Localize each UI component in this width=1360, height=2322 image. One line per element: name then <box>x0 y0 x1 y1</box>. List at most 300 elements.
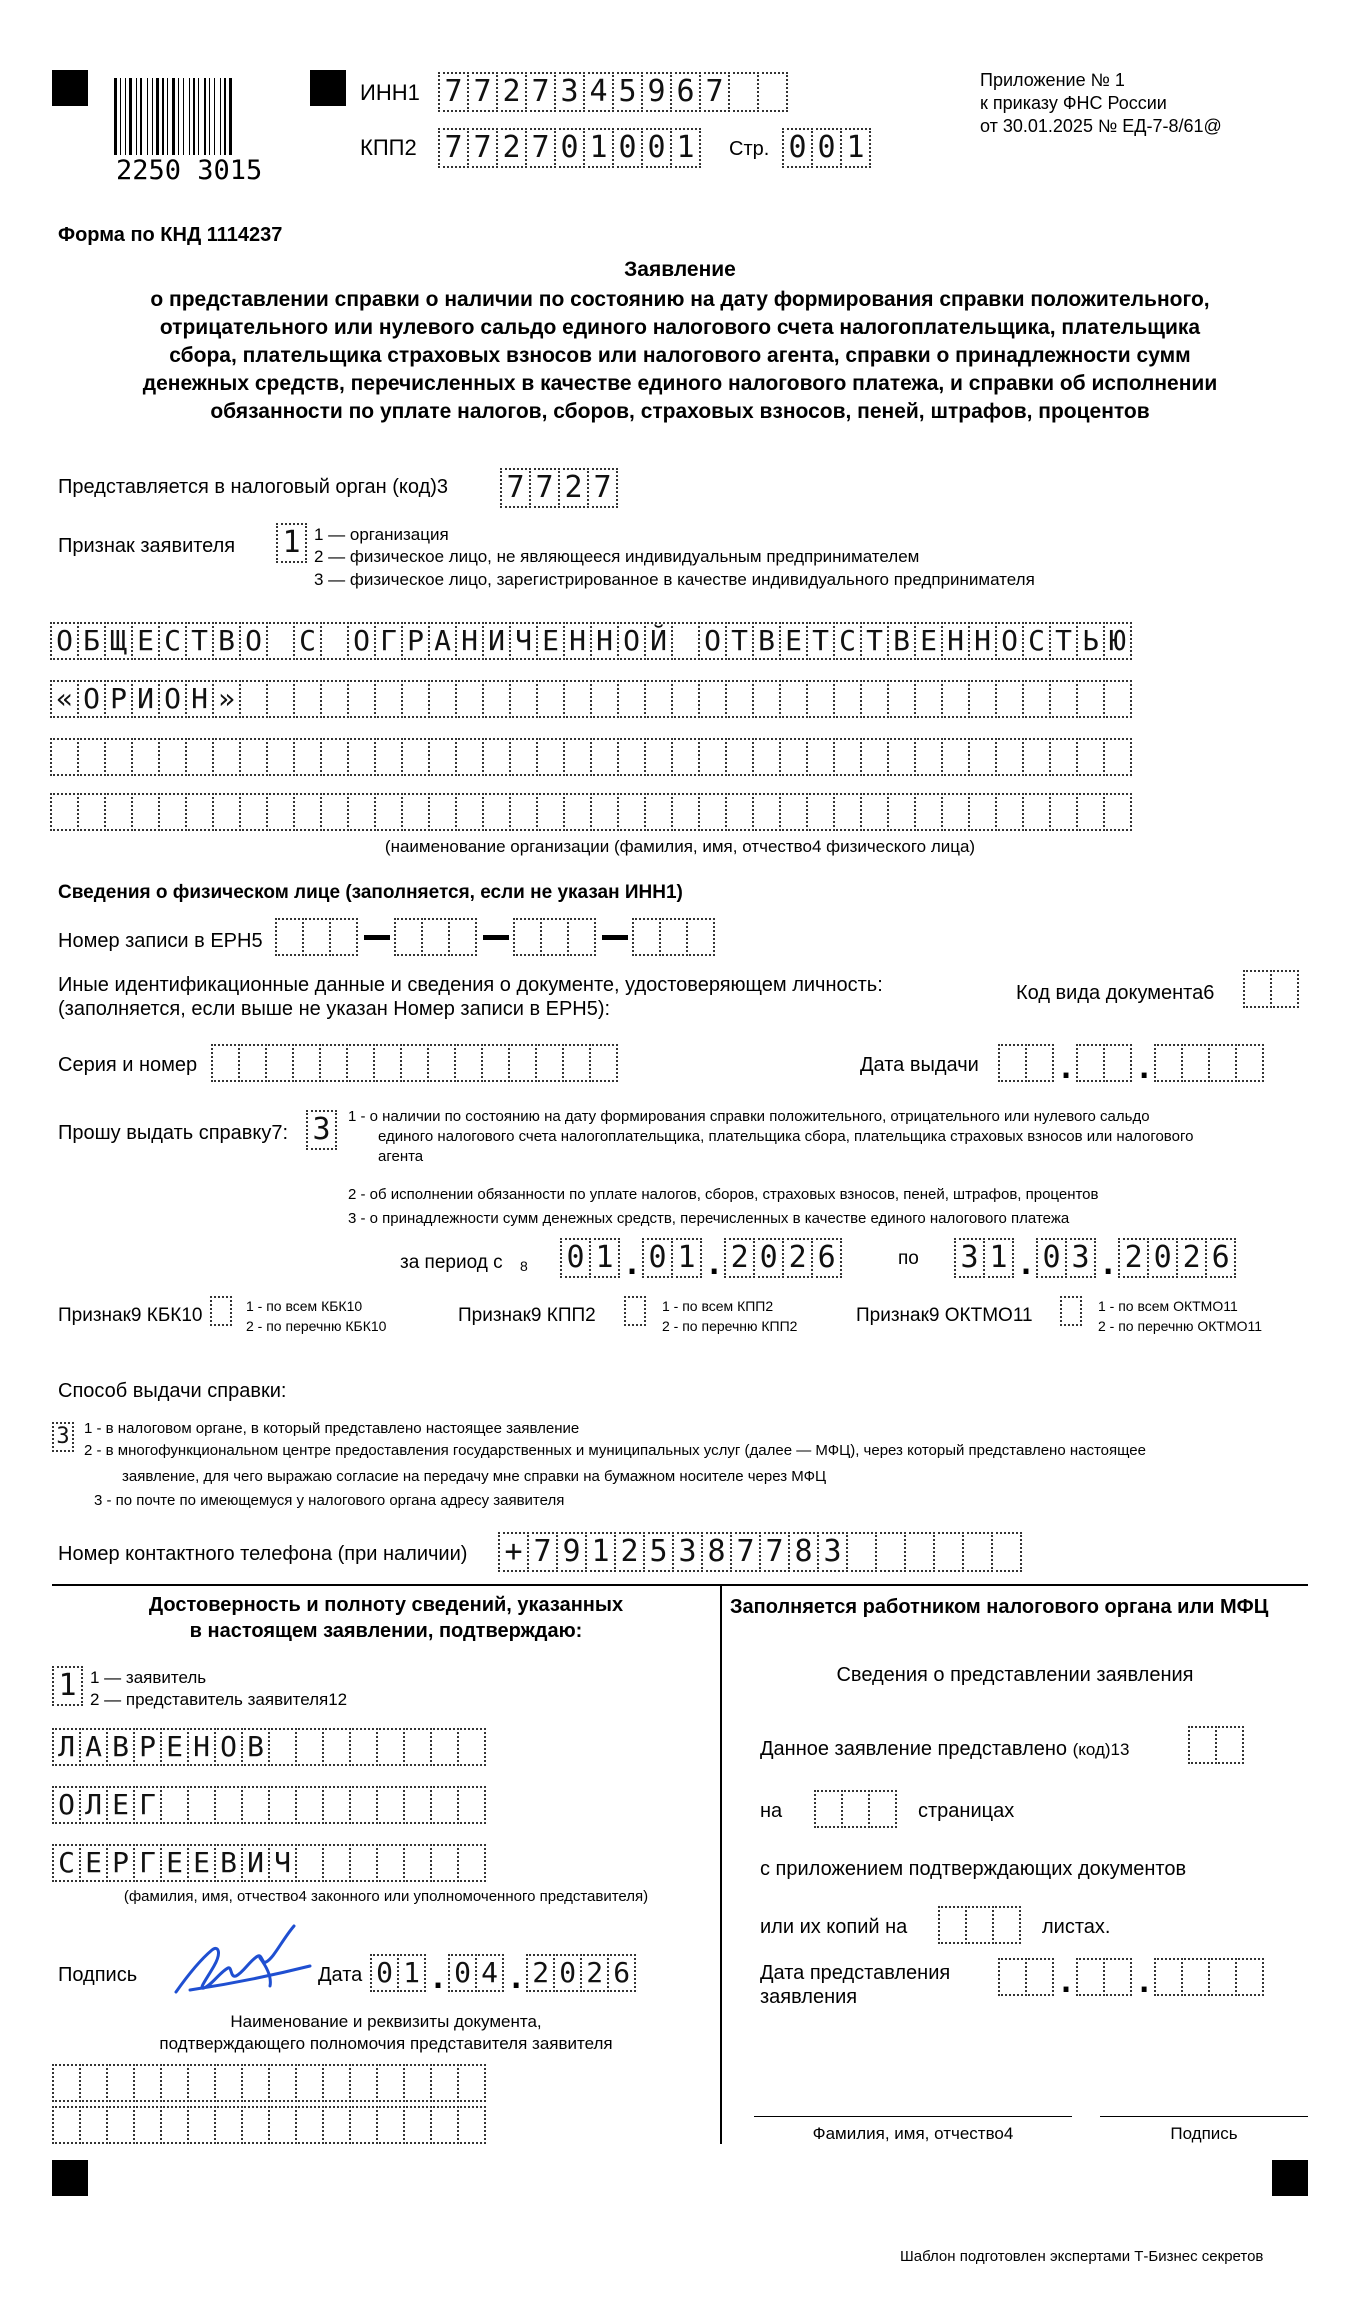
char-cell[interactable] <box>266 793 295 831</box>
char-cell[interactable]: 0 <box>554 128 585 168</box>
char-cell[interactable] <box>185 793 214 831</box>
char-cell[interactable] <box>104 793 133 831</box>
char-cell[interactable] <box>403 1786 432 1824</box>
char-cell[interactable] <box>320 738 349 776</box>
char-cell[interactable] <box>455 793 484 831</box>
inn-field[interactable] <box>440 72 788 112</box>
char-cell[interactable] <box>991 1532 1022 1572</box>
char-cell[interactable]: 0 <box>1147 1238 1178 1278</box>
ern-field[interactable] <box>277 918 715 956</box>
char-cell[interactable]: Б <box>77 622 106 660</box>
char-cell[interactable] <box>1208 1958 1237 1996</box>
char-cell[interactable] <box>104 738 133 776</box>
char-cell[interactable]: 7 <box>527 1532 558 1572</box>
char-cell[interactable] <box>241 2064 270 2102</box>
char-cell[interactable]: 1 <box>52 1666 83 1706</box>
char-cell[interactable] <box>401 793 430 831</box>
char-cell[interactable] <box>403 1728 432 1766</box>
char-cell[interactable] <box>1022 738 1051 776</box>
char-cell[interactable]: С <box>293 622 322 660</box>
char-cell[interactable] <box>376 1786 405 1824</box>
char-cell[interactable] <box>322 2106 351 2144</box>
char-cell[interactable] <box>671 793 700 831</box>
char-cell[interactable] <box>50 793 79 831</box>
char-cell[interactable]: О <box>995 622 1024 660</box>
char-cell[interactable]: Р <box>106 1844 135 1882</box>
char-cell[interactable] <box>938 1906 967 1944</box>
char-cell[interactable] <box>1103 793 1132 831</box>
char-cell[interactable]: Н <box>941 622 970 660</box>
char-cell[interactable] <box>833 680 862 718</box>
sign-date-field[interactable]: 0 1 . 0 4 . 2 0 2 6 <box>372 1954 636 1992</box>
char-cell[interactable]: Т <box>185 622 214 660</box>
char-cell[interactable] <box>401 738 430 776</box>
char-cell[interactable]: 6 <box>607 1954 636 1992</box>
char-cell[interactable] <box>508 1044 537 1082</box>
char-cell[interactable] <box>295 1786 324 1824</box>
char-cell[interactable] <box>349 1844 378 1882</box>
char-cell[interactable]: 7 <box>587 468 618 508</box>
char-cell[interactable] <box>133 2064 162 2102</box>
char-cell[interactable] <box>133 2106 162 2144</box>
char-cell[interactable] <box>590 738 619 776</box>
char-cell[interactable] <box>268 2106 297 2144</box>
request-type-field[interactable] <box>308 1110 337 1150</box>
char-cell[interactable] <box>887 793 916 831</box>
char-cell[interactable] <box>77 738 106 776</box>
char-cell[interactable]: В <box>887 622 916 660</box>
char-cell[interactable] <box>295 1844 324 1882</box>
char-cell[interactable] <box>212 738 241 776</box>
doc-type-field[interactable] <box>1245 970 1299 1008</box>
office-year[interactable] <box>1156 1958 1264 1996</box>
char-cell[interactable] <box>187 2064 216 2102</box>
char-cell[interactable] <box>968 793 997 831</box>
first-name-field[interactable] <box>54 1786 486 1824</box>
char-cell[interactable]: Е <box>779 622 808 660</box>
char-cell[interactable] <box>644 738 673 776</box>
char-cell[interactable] <box>698 738 727 776</box>
char-cell[interactable]: » <box>212 680 241 718</box>
char-cell[interactable] <box>295 1728 324 1766</box>
char-cell[interactable] <box>904 1532 935 1572</box>
char-cell[interactable] <box>455 680 484 718</box>
char-cell[interactable] <box>1215 1726 1244 1764</box>
char-cell[interactable] <box>1181 1958 1210 1996</box>
char-cell[interactable] <box>1243 970 1272 1008</box>
char-cell[interactable] <box>185 738 214 776</box>
char-cell[interactable] <box>214 2064 243 2102</box>
char-cell[interactable]: Ю <box>1103 622 1132 660</box>
phone-field[interactable] <box>500 1532 1022 1572</box>
char-cell[interactable] <box>214 2106 243 2144</box>
char-cell[interactable]: А <box>428 622 457 660</box>
period-to-field[interactable]: 3 1 . 0 3 . 2 0 2 6 <box>956 1238 1236 1278</box>
char-cell[interactable] <box>457 1844 486 1882</box>
char-cell[interactable]: 7 <box>730 1532 761 1572</box>
char-cell[interactable] <box>806 680 835 718</box>
char-cell[interactable]: 7 <box>529 468 560 508</box>
char-cell[interactable] <box>52 2064 81 2102</box>
char-cell[interactable] <box>214 1786 243 1824</box>
char-cell[interactable]: Е <box>160 1728 189 1766</box>
char-cell[interactable] <box>860 793 889 831</box>
char-cell[interactable] <box>535 1044 564 1082</box>
char-cell[interactable]: Е <box>914 622 943 660</box>
char-cell[interactable] <box>241 2106 270 2144</box>
issue-day[interactable] <box>1000 1044 1054 1082</box>
char-cell[interactable] <box>268 2064 297 2102</box>
char-cell[interactable] <box>998 1044 1027 1082</box>
char-cell[interactable]: 0 <box>642 1238 673 1278</box>
char-cell[interactable] <box>428 680 457 718</box>
char-cell[interactable] <box>430 1728 459 1766</box>
char-cell[interactable] <box>590 793 619 831</box>
char-cell[interactable] <box>160 1786 189 1824</box>
char-cell[interactable]: О <box>158 680 187 718</box>
char-cell[interactable]: 4 <box>583 72 614 112</box>
char-cell[interactable]: О <box>52 1786 81 1824</box>
issue-date-field[interactable]: . . <box>1000 1044 1264 1082</box>
char-cell[interactable]: 2 <box>580 1954 609 1992</box>
char-cell[interactable]: В <box>212 622 241 660</box>
char-cell[interactable] <box>914 738 943 776</box>
surname-field[interactable] <box>54 1728 486 1766</box>
char-cell[interactable] <box>239 793 268 831</box>
char-cell[interactable] <box>448 918 477 956</box>
char-cell[interactable]: 1 <box>585 1532 616 1572</box>
char-cell[interactable]: Е <box>106 1786 135 1824</box>
oktmo-sign-field[interactable] <box>1062 1296 1082 1326</box>
char-cell[interactable]: 7 <box>699 72 730 112</box>
char-cell[interactable] <box>725 738 754 776</box>
char-cell[interactable] <box>671 738 700 776</box>
char-cell[interactable]: 2 <box>724 1238 755 1278</box>
char-cell[interactable] <box>320 680 349 718</box>
char-cell[interactable] <box>293 738 322 776</box>
char-cell[interactable]: 6 <box>1205 1238 1236 1278</box>
char-cell[interactable] <box>457 2064 486 2102</box>
char-cell[interactable] <box>1049 680 1078 718</box>
char-cell[interactable]: 1 <box>276 523 307 563</box>
char-cell[interactable]: Ч <box>509 622 538 660</box>
char-cell[interactable] <box>1076 1044 1105 1082</box>
char-cell[interactable] <box>1076 1958 1105 1996</box>
char-cell[interactable] <box>238 1044 267 1082</box>
char-cell[interactable]: 7 <box>759 1532 790 1572</box>
char-cell[interactable] <box>1103 1958 1132 1996</box>
char-cell[interactable] <box>347 793 376 831</box>
char-cell[interactable]: Р <box>401 622 430 660</box>
char-cell[interactable]: 2 <box>496 72 527 112</box>
char-cell[interactable]: 7 <box>438 128 469 168</box>
char-cell[interactable]: 5 <box>643 1532 674 1572</box>
char-cell[interactable]: И <box>241 1844 270 1882</box>
tax-authority-code-field[interactable] <box>502 468 618 508</box>
char-cell[interactable] <box>752 793 781 831</box>
char-cell[interactable] <box>617 793 646 831</box>
char-cell[interactable]: В <box>214 1844 243 1882</box>
char-cell[interactable]: В <box>752 622 781 660</box>
char-cell[interactable] <box>106 2106 135 2144</box>
char-cell[interactable] <box>1076 738 1105 776</box>
char-cell[interactable] <box>349 1786 378 1824</box>
char-cell[interactable] <box>266 680 295 718</box>
char-cell[interactable] <box>131 738 160 776</box>
char-cell[interactable] <box>1022 680 1051 718</box>
period-from-field[interactable]: 0 1 . 0 1 . 2 0 2 6 <box>562 1238 842 1278</box>
from-year[interactable] <box>726 1238 842 1278</box>
to-year[interactable] <box>1120 1238 1236 1278</box>
char-cell[interactable]: О <box>617 622 646 660</box>
office-month[interactable] <box>1078 1958 1132 1996</box>
char-cell[interactable] <box>563 793 592 831</box>
issue-year[interactable] <box>1156 1044 1264 1082</box>
char-cell[interactable] <box>540 918 569 956</box>
char-cell[interactable] <box>322 1844 351 1882</box>
applicant-sign-field[interactable] <box>278 523 307 563</box>
char-cell[interactable] <box>302 918 331 956</box>
char-cell[interactable] <box>509 680 538 718</box>
char-cell[interactable] <box>995 793 1024 831</box>
char-cell[interactable]: 3 <box>817 1532 848 1572</box>
char-cell[interactable]: 3 <box>954 1238 985 1278</box>
char-cell[interactable]: О <box>347 622 376 660</box>
char-cell[interactable] <box>632 918 661 956</box>
char-cell[interactable] <box>403 2064 432 2102</box>
char-cell[interactable] <box>887 738 916 776</box>
char-cell[interactable]: 0 <box>782 128 813 168</box>
char-cell[interactable]: Т <box>860 622 889 660</box>
char-cell[interactable] <box>671 680 700 718</box>
char-cell[interactable] <box>349 2106 378 2144</box>
char-cell[interactable] <box>131 793 160 831</box>
char-cell[interactable] <box>671 622 700 660</box>
char-cell[interactable] <box>376 2106 405 2144</box>
confirm-role-field[interactable] <box>54 1666 83 1706</box>
char-cell[interactable] <box>1060 1296 1082 1326</box>
char-cell[interactable] <box>266 738 295 776</box>
char-cell[interactable] <box>686 918 715 956</box>
char-cell[interactable]: Н <box>590 622 619 660</box>
char-cell[interactable]: Е <box>187 1844 216 1882</box>
char-cell[interactable]: Е <box>536 622 565 660</box>
char-cell[interactable] <box>1025 1958 1054 1996</box>
char-cell[interactable] <box>50 738 79 776</box>
char-cell[interactable]: А <box>79 1728 108 1766</box>
char-cell[interactable] <box>1154 1044 1183 1082</box>
char-cell[interactable] <box>1103 680 1132 718</box>
char-cell[interactable] <box>320 793 349 831</box>
ern-part-1[interactable] <box>277 918 358 956</box>
char-cell[interactable]: 9 <box>641 72 672 112</box>
char-cell[interactable]: 2 <box>526 1954 555 1992</box>
char-cell[interactable] <box>160 2106 189 2144</box>
char-cell[interactable] <box>941 738 970 776</box>
char-cell[interactable] <box>482 680 511 718</box>
char-cell[interactable] <box>725 793 754 831</box>
char-cell[interactable]: Е <box>131 622 160 660</box>
char-cell[interactable] <box>806 738 835 776</box>
char-cell[interactable] <box>833 793 862 831</box>
char-cell[interactable]: 0 <box>753 1238 784 1278</box>
char-cell[interactable] <box>401 680 430 718</box>
char-cell[interactable]: 8 <box>701 1532 732 1572</box>
char-cell[interactable] <box>995 738 1024 776</box>
to-month[interactable] <box>1038 1238 1096 1278</box>
char-cell[interactable] <box>1049 738 1078 776</box>
char-cell[interactable]: Щ <box>104 622 133 660</box>
char-cell[interactable] <box>509 793 538 831</box>
char-cell[interactable] <box>455 738 484 776</box>
char-cell[interactable]: 7 <box>467 72 498 112</box>
char-cell[interactable] <box>644 793 673 831</box>
char-cell[interactable] <box>376 1844 405 1882</box>
char-cell[interactable]: Е <box>79 1844 108 1882</box>
char-cell[interactable] <box>403 2106 432 2144</box>
authority-doc-row-1[interactable] <box>54 2064 486 2102</box>
char-cell[interactable]: 0 <box>641 128 672 168</box>
issue-month[interactable] <box>1078 1044 1132 1082</box>
char-cell[interactable] <box>275 918 304 956</box>
char-cell[interactable] <box>403 1844 432 1882</box>
kpp-field[interactable] <box>440 128 701 168</box>
char-cell[interactable] <box>846 1532 877 1572</box>
char-cell[interactable]: 1 <box>840 128 871 168</box>
char-cell[interactable] <box>481 1044 510 1082</box>
char-cell[interactable] <box>210 1296 232 1326</box>
char-cell[interactable]: Р <box>133 1728 162 1766</box>
char-cell[interactable]: Г <box>374 622 403 660</box>
char-cell[interactable] <box>158 738 187 776</box>
char-cell[interactable]: 2 <box>558 468 589 508</box>
char-cell[interactable] <box>563 738 592 776</box>
char-cell[interactable] <box>322 1728 351 1766</box>
char-cell[interactable] <box>349 1728 378 1766</box>
kpp-sign-field[interactable] <box>626 1296 646 1326</box>
char-cell[interactable] <box>860 738 889 776</box>
char-cell[interactable] <box>752 738 781 776</box>
char-cell[interactable]: Н <box>187 1728 216 1766</box>
char-cell[interactable] <box>806 793 835 831</box>
char-cell[interactable] <box>482 738 511 776</box>
sign-month[interactable] <box>450 1954 504 1992</box>
char-cell[interactable] <box>430 1786 459 1824</box>
char-cell[interactable] <box>914 793 943 831</box>
char-cell[interactable] <box>1076 680 1105 718</box>
char-cell[interactable] <box>394 918 423 956</box>
char-cell[interactable] <box>268 1786 297 1824</box>
char-cell[interactable]: Ч <box>268 1844 297 1882</box>
char-cell[interactable] <box>322 2064 351 2102</box>
patronymic-field[interactable] <box>54 1844 486 1882</box>
org-name-row-3[interactable] <box>52 738 1132 776</box>
char-cell[interactable] <box>430 2064 459 2102</box>
char-cell[interactable] <box>457 2106 486 2144</box>
char-cell[interactable] <box>860 680 889 718</box>
char-cell[interactable]: 1 <box>397 1954 426 1992</box>
char-cell[interactable] <box>373 1044 402 1082</box>
char-cell[interactable] <box>562 1044 591 1082</box>
sheets-count-field[interactable] <box>940 1906 1021 1944</box>
char-cell[interactable] <box>965 1906 994 1944</box>
char-cell[interactable] <box>998 1958 1027 1996</box>
char-cell[interactable] <box>374 738 403 776</box>
char-cell[interactable] <box>322 1786 351 1824</box>
char-cell[interactable] <box>320 622 349 660</box>
char-cell[interactable]: 4 <box>475 1954 504 1992</box>
char-cell[interactable]: О <box>77 680 106 718</box>
char-cell[interactable]: 9 <box>556 1532 587 1572</box>
char-cell[interactable]: С <box>833 622 862 660</box>
char-cell[interactable] <box>659 918 688 956</box>
char-cell[interactable]: 6 <box>670 72 701 112</box>
char-cell[interactable]: Н <box>563 622 592 660</box>
char-cell[interactable] <box>589 1044 618 1082</box>
char-cell[interactable]: Н <box>455 622 484 660</box>
char-cell[interactable] <box>779 680 808 718</box>
from-day[interactable] <box>562 1238 620 1278</box>
char-cell[interactable] <box>833 738 862 776</box>
char-cell[interactable]: 1 <box>589 1238 620 1278</box>
char-cell[interactable]: 0 <box>370 1954 399 1992</box>
char-cell[interactable] <box>212 793 241 831</box>
org-name-row-2[interactable] <box>52 680 1132 718</box>
char-cell[interactable] <box>266 622 295 660</box>
char-cell[interactable]: С <box>1022 622 1051 660</box>
char-cell[interactable]: Л <box>79 1786 108 1824</box>
ern-part-4[interactable] <box>634 918 715 956</box>
char-cell[interactable] <box>841 1790 870 1828</box>
sign-day[interactable] <box>372 1954 426 1992</box>
char-cell[interactable] <box>509 738 538 776</box>
char-cell[interactable] <box>590 680 619 718</box>
char-cell[interactable] <box>1103 738 1132 776</box>
ern-part-2[interactable] <box>396 918 477 956</box>
char-cell[interactable]: 2 <box>782 1238 813 1278</box>
char-cell[interactable]: 7 <box>525 72 556 112</box>
char-cell[interactable] <box>887 680 916 718</box>
char-cell[interactable]: 3 <box>554 72 585 112</box>
char-cell[interactable]: + <box>498 1532 529 1572</box>
char-cell[interactable]: И <box>131 680 160 718</box>
char-cell[interactable] <box>374 793 403 831</box>
char-cell[interactable] <box>428 793 457 831</box>
char-cell[interactable] <box>962 1532 993 1572</box>
char-cell[interactable]: О <box>698 622 727 660</box>
char-cell[interactable] <box>52 2106 81 2144</box>
char-cell[interactable] <box>995 680 1024 718</box>
char-cell[interactable] <box>728 72 759 112</box>
char-cell[interactable] <box>725 680 754 718</box>
char-cell[interactable] <box>376 1728 405 1766</box>
char-cell[interactable] <box>349 2064 378 2102</box>
char-cell[interactable] <box>1235 1958 1264 1996</box>
char-cell[interactable] <box>536 680 565 718</box>
char-cell[interactable]: 3 <box>52 1422 74 1452</box>
char-cell[interactable] <box>347 680 376 718</box>
sign-year[interactable] <box>528 1954 636 1992</box>
char-cell[interactable]: Е <box>160 1844 189 1882</box>
char-cell[interactable] <box>329 918 358 956</box>
char-cell[interactable]: Ь <box>1076 622 1105 660</box>
char-cell[interactable] <box>941 793 970 831</box>
char-cell[interactable]: О <box>214 1728 243 1766</box>
char-cell[interactable] <box>239 680 268 718</box>
char-cell[interactable]: С <box>158 622 187 660</box>
delivery-field[interactable] <box>54 1422 74 1452</box>
char-cell[interactable]: 1 <box>983 1238 1014 1278</box>
